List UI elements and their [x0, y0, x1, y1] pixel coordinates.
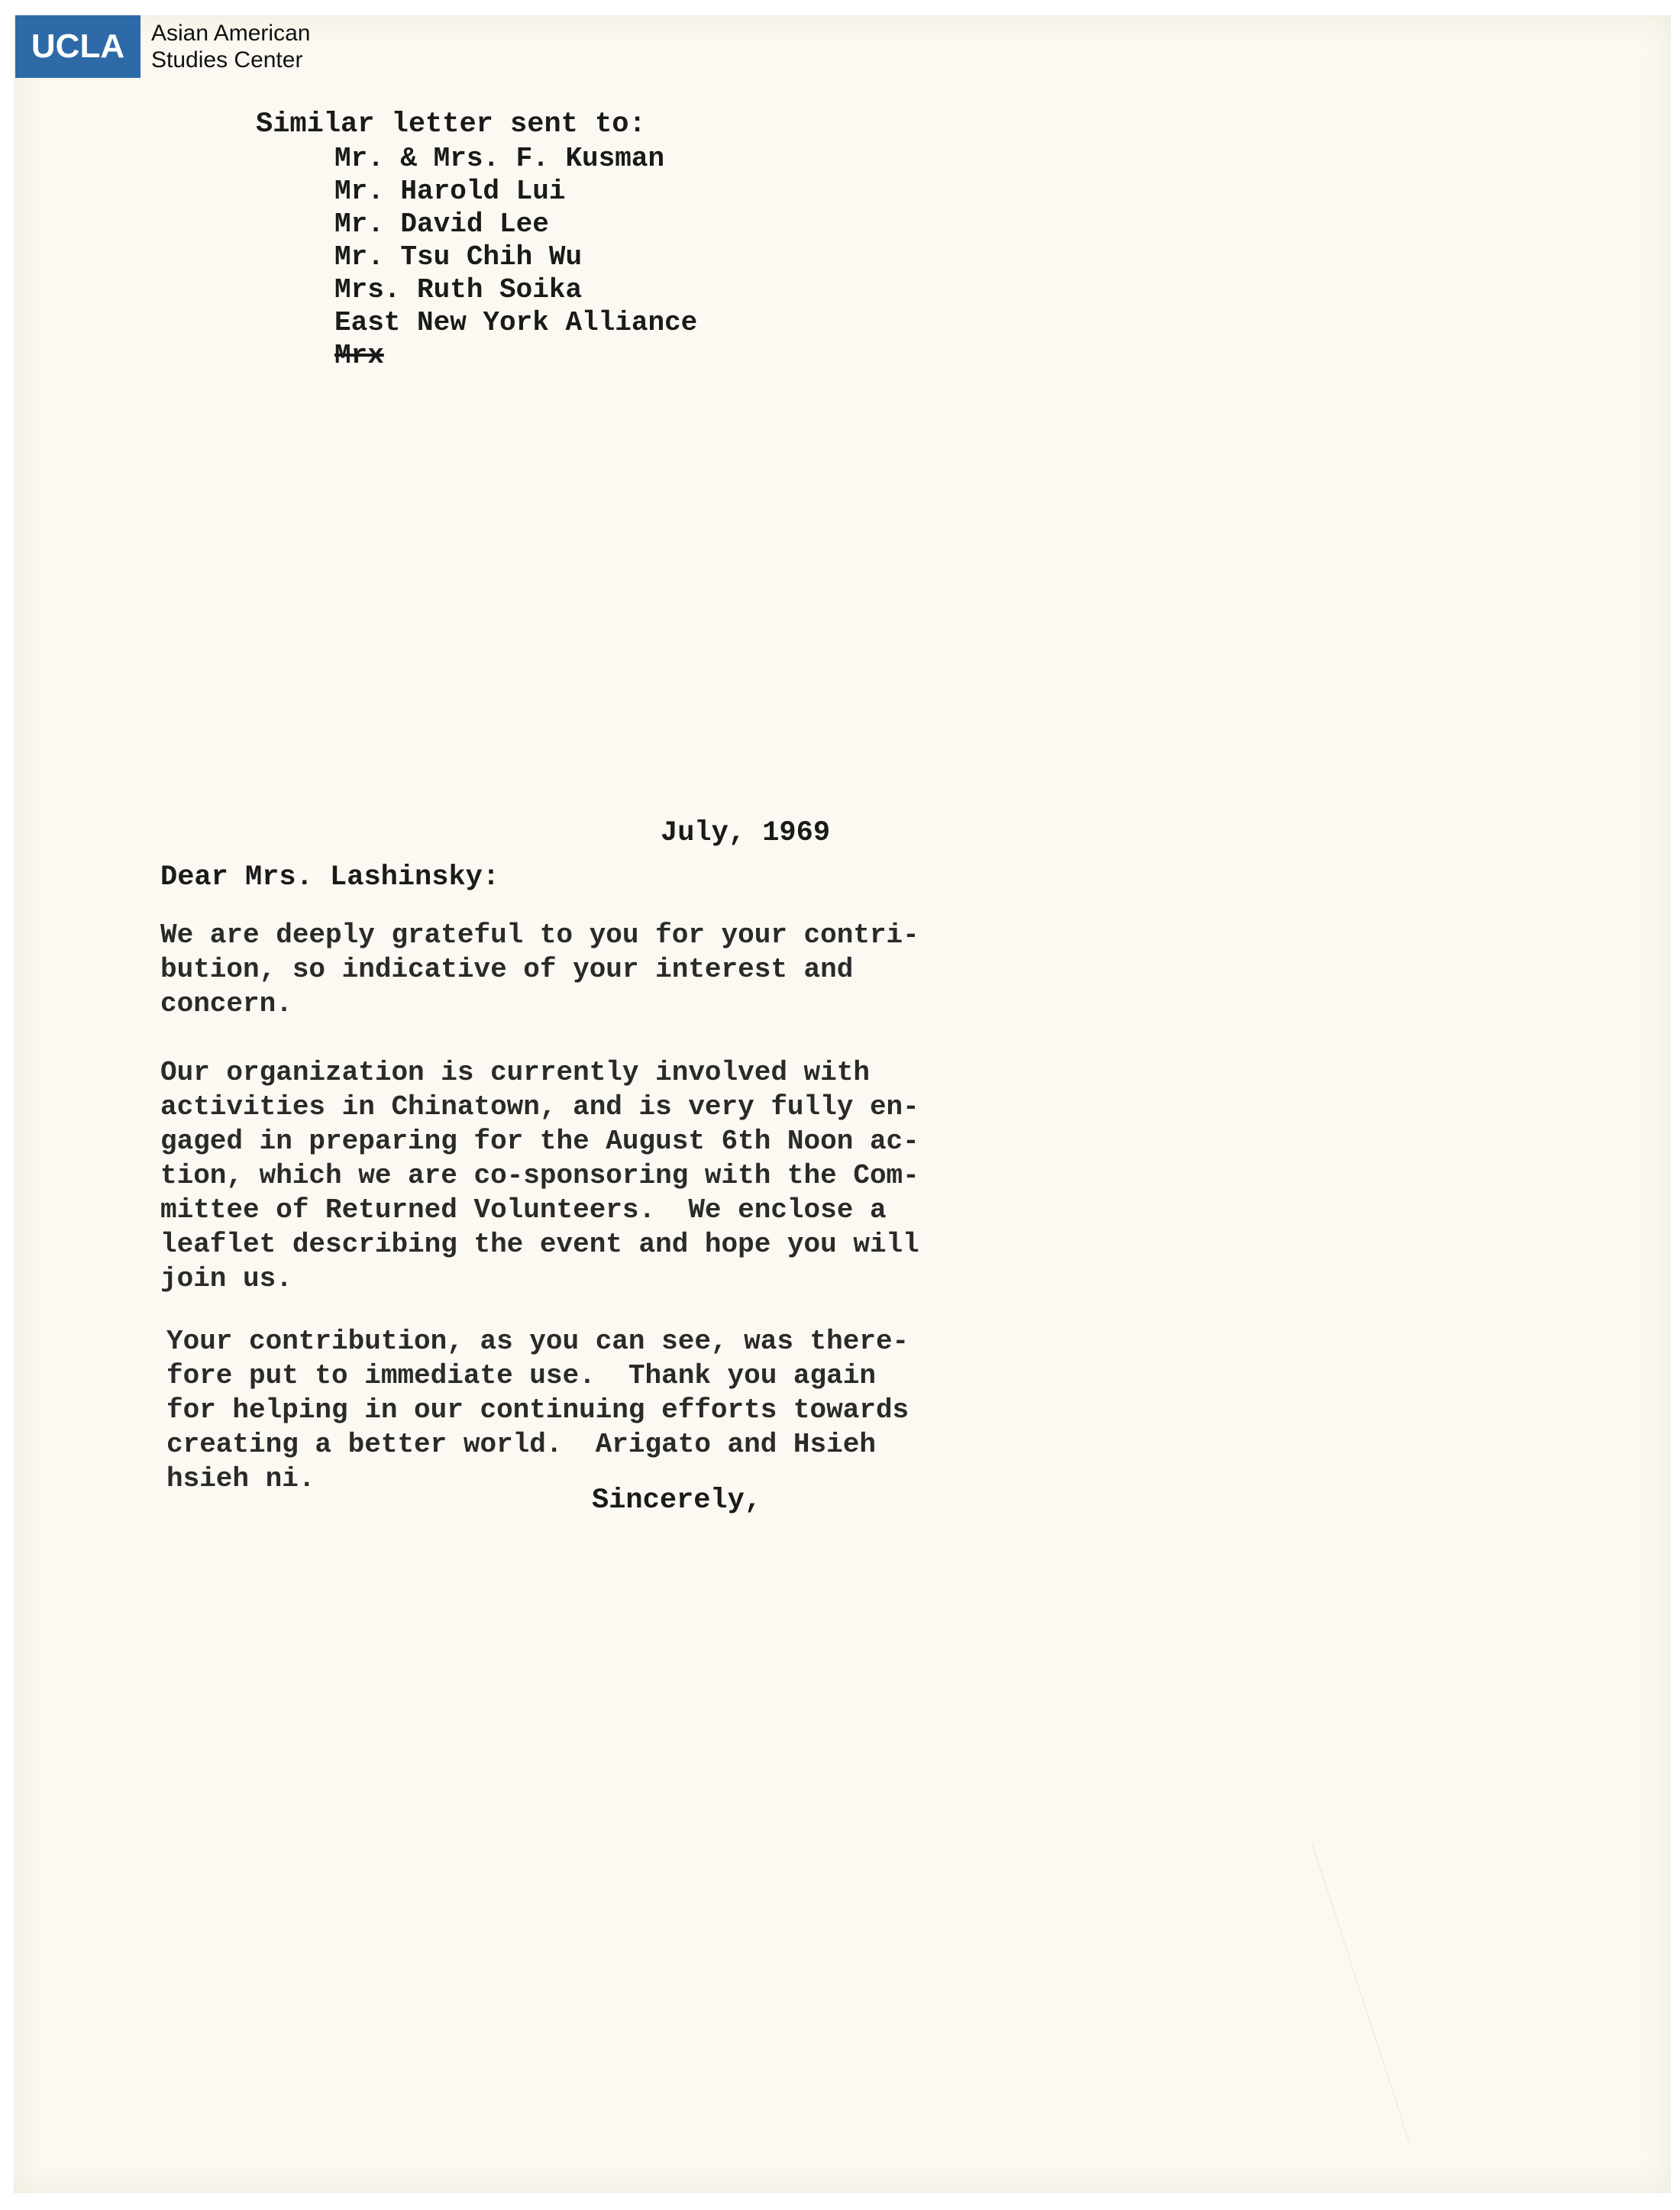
logo-line-2: Studies Center	[151, 47, 303, 73]
body-paragraph-1: We are deeply grateful to you for your contri- bution, so indicative of your interest and concern.	[160, 919, 919, 1019]
logo-text	[151, 20, 310, 73]
cc-recipient: East New York Alliance	[334, 307, 698, 338]
salutation: Dear Mrs. Lashinsky:	[160, 861, 500, 893]
ucla-aasc-logo	[15, 15, 310, 78]
cc-recipient: Mr. David Lee	[334, 208, 549, 240]
closing: Sincerely,	[592, 1485, 762, 1517]
cc-recipient: Mr. Harold Lui	[334, 176, 566, 207]
cc-heading: Similar letter sent to:	[256, 108, 646, 141]
cc-recipient-list	[334, 142, 697, 372]
body-paragraph-2: Our organization is currently involved with activities in Chinatown, and is very fully en- gaged in preparing for the August 6th Noon ac- tion, which we are co-sponsoring with the Com- mittee of Returned Volunteers. We enclose a leaflet describing the event and hope you will join us.	[160, 1057, 919, 1294]
body-paragraph-3: Your contribution, as you can see, was there- fore put to immediate use. Thank you again for helping in our continuing efforts towards creating a better world. Arigato and Hsieh hsieh ni.	[166, 1326, 909, 1494]
cc-recipient: Mr. & Mrs. F. Kusman	[334, 143, 665, 174]
cc-recipient: Mrs. Ruth Soika	[334, 274, 583, 305]
letter-date: July, 1969	[661, 817, 831, 849]
paper-crease	[1311, 1772, 1629, 2147]
cc-recipient-struck: Mrx	[334, 340, 384, 371]
logo-line-1: Asian American	[151, 21, 311, 46]
logo-mark: UCLA	[15, 15, 141, 78]
cc-recipient: Mr. Tsu Chih Wu	[334, 241, 583, 273]
